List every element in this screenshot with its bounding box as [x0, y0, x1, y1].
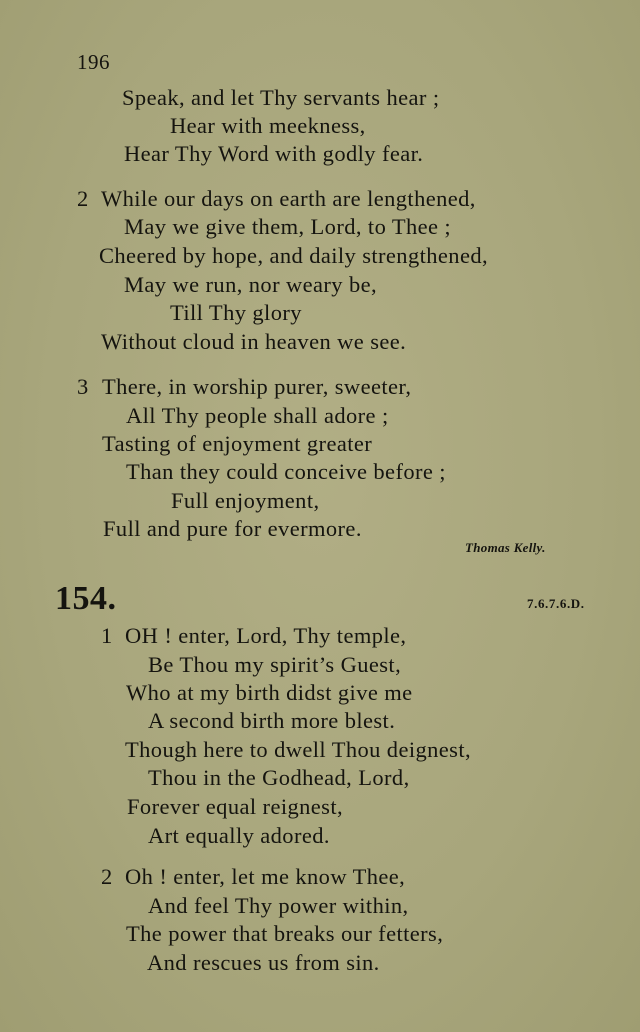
verse-line: May we give them, Lord, to Thee ; [124, 214, 452, 239]
stanza-number: 1 [101, 623, 113, 648]
verse-line: All Thy people shall adore ; [126, 403, 389, 428]
verse-line: There, in worship purer, sweeter, [102, 374, 412, 399]
verse-line: Full and pure for evermore. [103, 516, 362, 541]
page-number: 196 [77, 50, 110, 74]
verse-line: Than they could conceive before ; [126, 459, 446, 484]
verse-line: Forever equal reignest, [127, 794, 343, 819]
verse-line: Full enjoyment, [171, 488, 320, 513]
stanza-number: 2 [101, 864, 113, 889]
verse-line: Hear with meekness, [170, 113, 366, 138]
verse-line: Till Thy glory [170, 300, 302, 325]
verse-line: OH ! enter, Lord, Thy temple, [125, 623, 407, 648]
verse-line: Tasting of enjoyment greater [102, 431, 373, 456]
verse-line: Cheered by hope, and daily strengthened, [99, 243, 489, 268]
verse-line: A second birth more blest. [148, 708, 396, 733]
hymn-meter: 7.6.7.6.D. [527, 596, 585, 611]
verse-line: Without cloud in heaven we see. [101, 329, 407, 354]
verse-line: Thou in the Godhead, Lord, [148, 765, 410, 790]
verse-line: Who at my birth didst give me [126, 680, 413, 705]
stanza-number: 2 [77, 186, 89, 211]
verse-line: Be Thou my spirit’s Guest, [148, 652, 402, 677]
hymn-number: 154. [55, 580, 117, 617]
verse-line: Speak, and let Thy servants hear ; [122, 85, 440, 110]
verse-line: And feel Thy power within, [148, 893, 409, 918]
verse-line: May we run, nor weary be, [124, 272, 378, 297]
verse-line: Oh ! enter, let me know Thee, [125, 864, 406, 889]
verse-line: Art equally adored. [148, 823, 330, 848]
stanza-number: 3 [77, 374, 89, 399]
verse-line: Hear Thy Word with godly fear. [124, 141, 424, 166]
author-attribution: Thomas Kelly. [465, 540, 546, 555]
verse-line: And rescues us from sin. [147, 950, 380, 975]
verse-line: Though here to dwell Thou deignest, [125, 737, 472, 762]
verse-line: While our days on earth are lengthened, [101, 186, 476, 211]
verse-line: The power that breaks our fetters, [126, 921, 444, 946]
